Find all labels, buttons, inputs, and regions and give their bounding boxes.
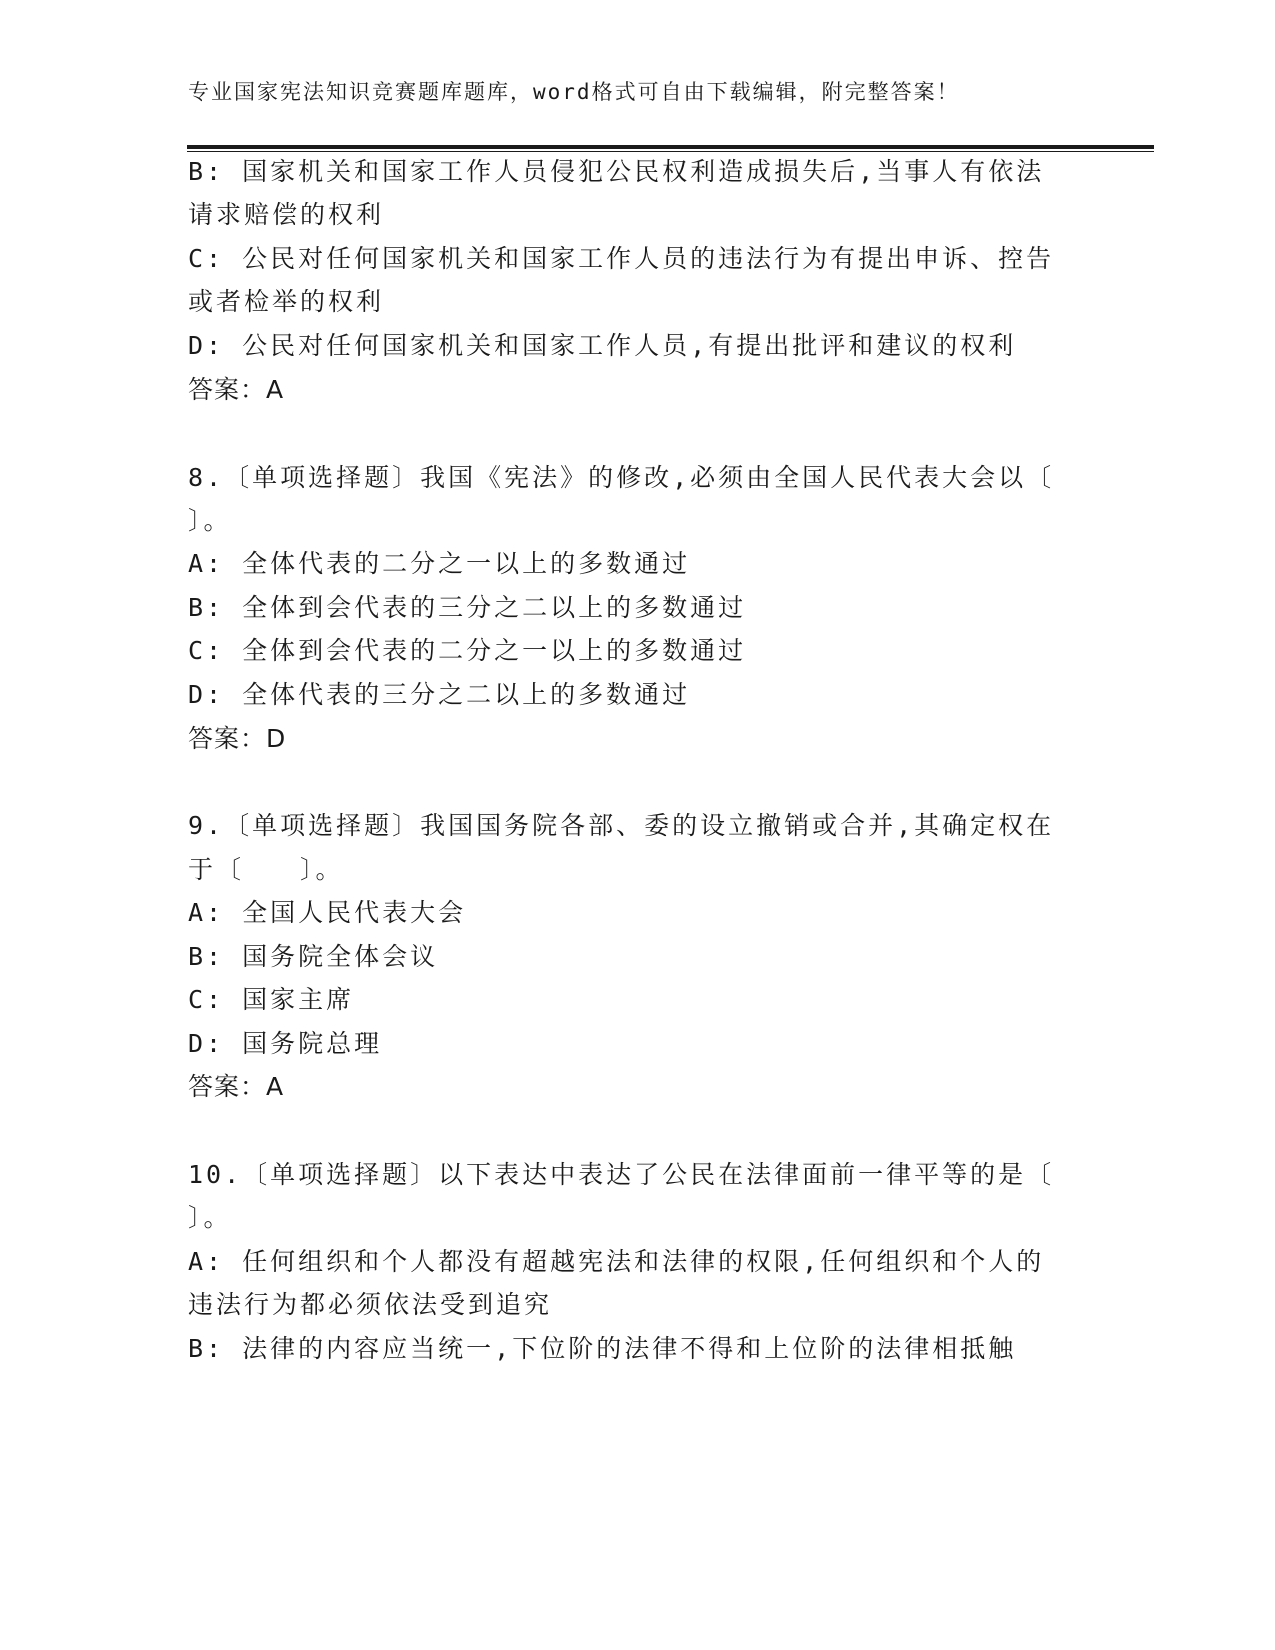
header-rule-thin [187,151,1154,152]
q7-option-c-line1: C: 公民对任何国家机关和国家工作人员的违法行为有提出申诉、控告 [188,244,1055,273]
q8-stem-line1: 8.〔单项选择题〕我国《宪法》的修改,必须由全国人民代表大会以〔 [188,463,1055,492]
q7-option-b-line1: B: 国家机关和国家工作人员侵犯公民权利造成损失后,当事人有依法 [188,157,1045,186]
q10-option-a-line1: A: 任何组织和个人都没有超越宪法和法律的权限,任何组织和个人的 [188,1247,1045,1276]
q8-option-d: D: 全体代表的三分之二以上的多数通过 [188,680,691,709]
q8-option-c: C: 全体到会代表的二分之一以上的多数通过 [188,636,747,665]
q10-option-b: B: 法律的内容应当统一,下位阶的法律不得和上位阶的法律相抵触 [188,1334,1017,1363]
q9-answer: 答案：A [188,1072,285,1101]
q7-option-c-line2: 或者检举的权利 [188,287,385,316]
q9-stem-line1: 9.〔单项选择题〕我国国务院各部、委的设立撤销或合并,其确定权在 [188,811,1055,840]
q10-stem-line2: 〕。 [188,1203,232,1232]
q10-stem-line1: 10.〔单项选择题〕以下表达中表达了公民在法律面前一律平等的是〔 [188,1160,1055,1189]
q8-option-b: B: 全体到会代表的三分之二以上的多数通过 [188,593,747,622]
q8-stem-line2: 〕。 [188,506,232,535]
page-header: 专业国家宪法知识竞赛题库题库，word格式可自由下载编辑，附完整答案！ [188,80,960,104]
q9-stem-line2: 于〔 〕。 [188,855,344,884]
q10-option-a-line2: 违法行为都必须依法受到追究 [188,1290,553,1319]
q9-option-b: B: 国务院全体会议 [188,942,439,971]
q9-option-d: D: 国务院总理 [188,1029,383,1058]
q7-option-d: D: 公民对任何国家机关和国家工作人员,有提出批评和建议的权利 [188,331,1017,360]
header-rule-thick [187,145,1154,149]
q9-option-c: C: 国家主席 [188,985,355,1014]
q7-option-b-line2: 请求赔偿的权利 [188,200,385,229]
q9-option-a: A: 全国人民代表大会 [188,898,467,927]
q7-answer: 答案：A [188,375,285,404]
q8-option-a: A: 全体代表的二分之一以上的多数通过 [188,549,691,578]
q8-answer: 答案：D [188,724,287,753]
